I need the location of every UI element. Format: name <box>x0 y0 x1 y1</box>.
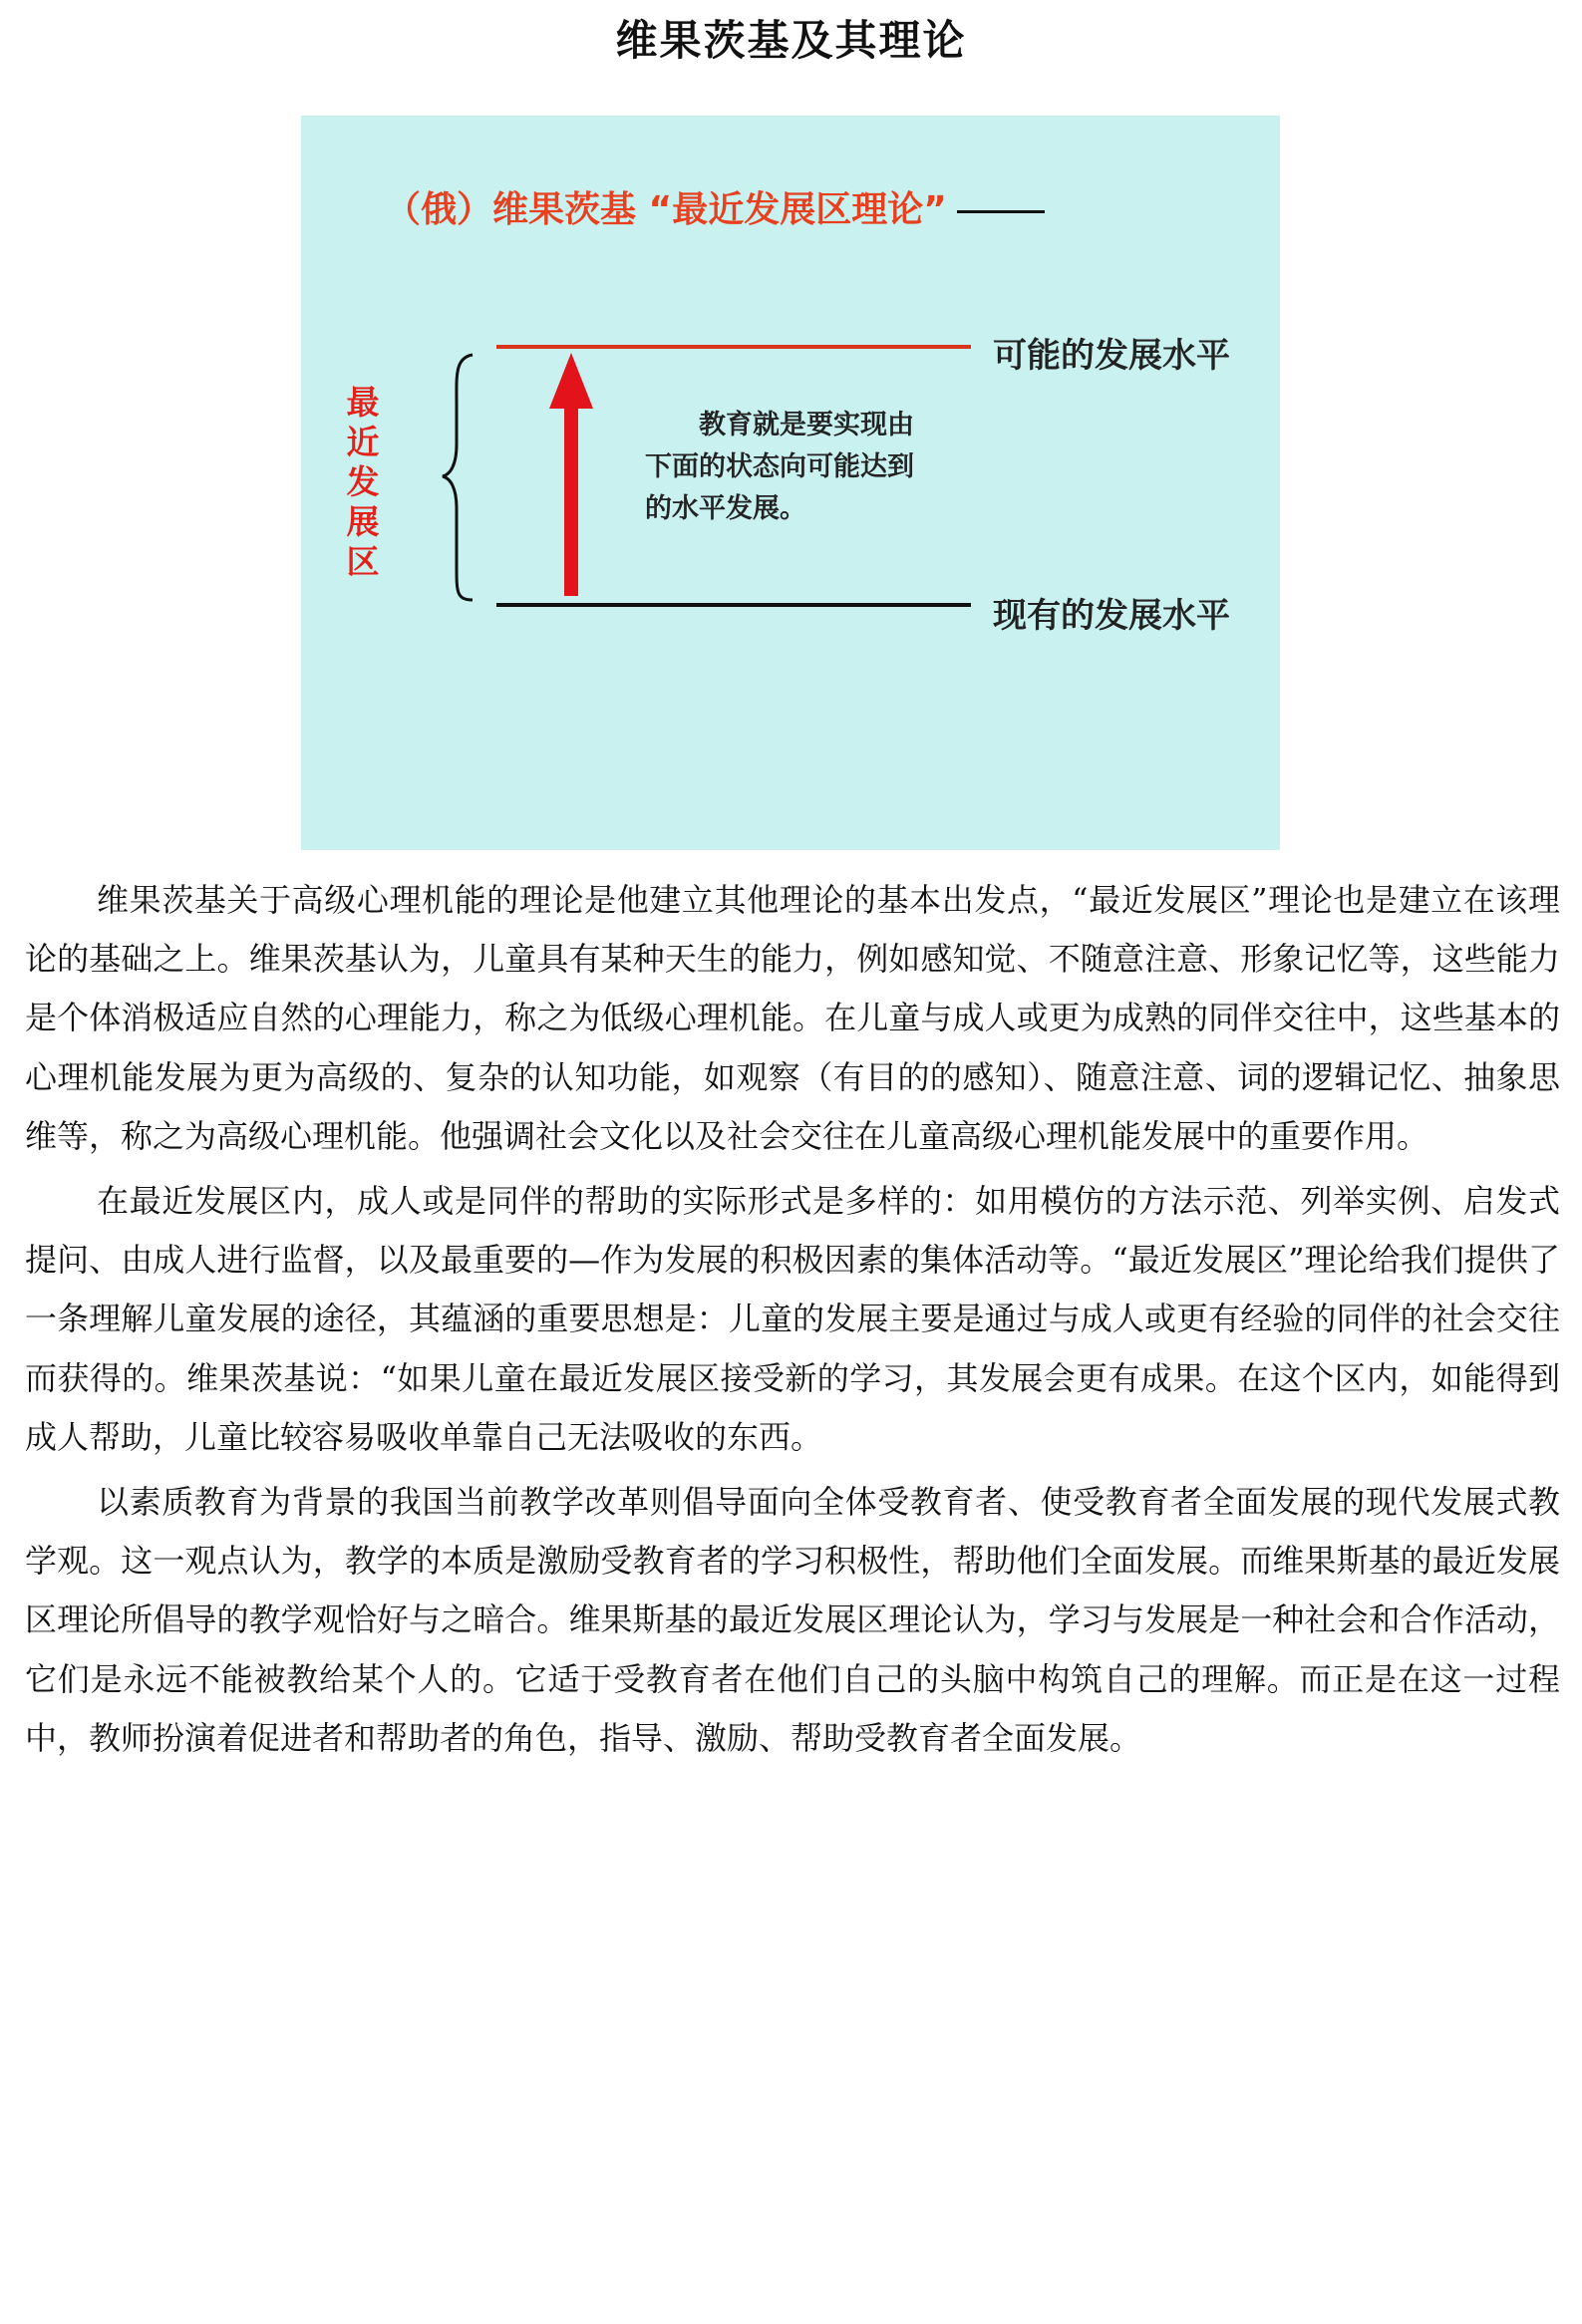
diagram-title <box>385 181 1045 232</box>
paragraph: 维果茨基关于高级心理机能的理论是他建立其他理论的基本出发点，“最近发展区”理论也是建立在该理论的基础之上。维果茨基认为，儿童具有某种天生的能力，例如感知觉、不随意注意、形象记忆等，这些能力是个体消极适应自然的心理能力，称之为低级心理机能。在儿童与成人或更为成熟的同伴交往中，这些基本的心理机能发展为更为高级的、复杂的认知功能，如观察（有目的的感知）、随意注意、词的逻辑记忆、抽象思维等，称之为高级心理机能。他强调社会文化以及社会交往在儿童高级心理机能发展中的重要作用。 <box>25 881 1560 1155</box>
title-dash <box>957 210 1045 213</box>
zone-label: 最近发展区 <box>346 383 380 581</box>
possible-level-label: 可能的发展水平 <box>993 336 1230 376</box>
development-arrow-head <box>549 353 593 409</box>
zone-brace <box>443 355 473 600</box>
diagram-note: 教育就是要实现由下面的状态向可能达到的水平发展。 <box>645 410 914 524</box>
paragraph: 以素质教育为背景的我国当前教学改革则倡导面向全体受教育者、使受教育者全面发展的现代发展式教学观。这一观点认为，教学的本质是激励受教育者的学习积极性，帮助他们全面发展。而维果斯基的最近发展区理论所倡导的教学观恰好与之暗合。维果斯基的最近发展区理论认为，学习与发展是一种社会和合作活动，它们是永远不能被教给某个人的。它适于受教育者在他们自己的头脑中构筑自己的理解。而正是在这一过程中，教师扮演着促进者和帮助者的角色，指导、激励、帮助受教育者全面发展。 <box>25 1483 1560 1757</box>
document-title: 维果茨基及其理论 <box>615 16 967 65</box>
zpd-diagram <box>301 116 1280 850</box>
body-text <box>25 871 1560 1774</box>
paragraph: 在最近发展区内，成人或是同伴的帮助的实际形式是多样的：如用模仿的方法示范、列举实例、启发式提问、由成人进行监督，以及最重要的—作为发展的积极因素的集体活动等。“最近发展区”理论给我们提供了一条理解儿童发展的途径，其蕴涵的重要思想是：儿童的发展主要是通过与成人或更有经验的同伴的社会交往而获得的。维果茨基说：“如果儿童在最近发展区接受新的学习，其发展会更有成果。在这个区内，如能得到成人帮助，儿童比较容易吸收单靠自己无法吸收的东西。 <box>25 1182 1560 1456</box>
diagram-title-text: （俄）维果茨基 “最近发展区理论” <box>385 189 947 230</box>
development-arrow-shaft <box>564 407 578 596</box>
actual-level-label: 现有的发展水平 <box>993 596 1230 636</box>
